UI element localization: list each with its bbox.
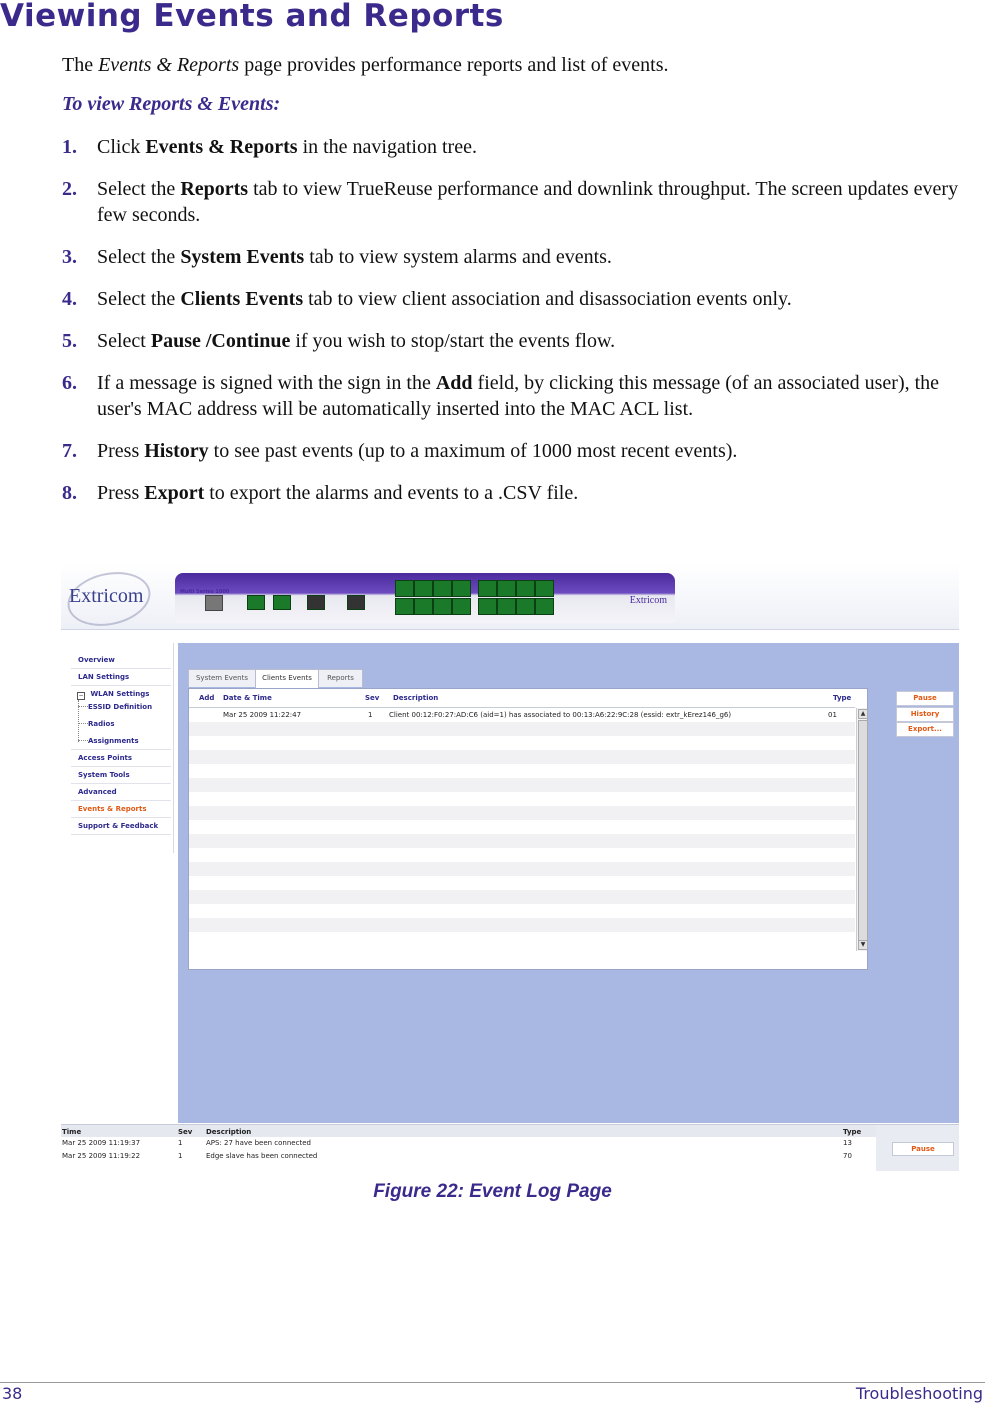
step-text-bold: History <box>144 440 209 462</box>
step-number: 8. <box>62 482 77 504</box>
col-description[interactable]: Description <box>393 694 439 702</box>
step-number: 4. <box>62 288 77 310</box>
export-button[interactable]: Export... <box>896 722 954 737</box>
step-text-bold: Pause /Continue <box>150 330 291 352</box>
step-text-post: in the navigation tree. <box>297 136 477 158</box>
step-number: 3. <box>62 246 77 268</box>
events-panel <box>178 643 959 1123</box>
switch-front-panel <box>175 573 675 623</box>
table-row <box>189 848 855 862</box>
ticker-sev: 1 <box>178 1152 183 1160</box>
step-text-bold: Export <box>144 482 205 504</box>
table-row <box>189 890 855 904</box>
ticker-type: 13 <box>843 1139 852 1147</box>
ticker-description: Edge slave has been connected <box>206 1152 318 1160</box>
events-grid <box>188 688 868 970</box>
console-port-icon <box>205 595 223 611</box>
cell-sev: 1 <box>368 711 373 719</box>
nav-support-feedback[interactable]: Support & Feedback <box>78 822 159 830</box>
ap-port-icon <box>478 580 497 597</box>
scroll-down-icon[interactable]: ▼ <box>858 940 868 950</box>
intro-paragraph <box>62 54 668 77</box>
event-log-screenshot <box>61 563 959 1170</box>
cell-date: Mar 25 2009 11:22:47 <box>223 711 302 719</box>
table-row <box>189 806 855 820</box>
step-text-bold: Events & Reports <box>145 136 298 158</box>
page-title: Viewing Events and Reports <box>0 0 504 34</box>
table-row <box>189 722 855 736</box>
nav-divider <box>71 817 171 818</box>
step-text-pre: Select <box>97 330 151 352</box>
table-row <box>189 792 855 806</box>
nav-wlan-settings[interactable] <box>80 690 149 699</box>
ap-port-icon <box>433 580 452 597</box>
nav-divider <box>71 749 171 750</box>
step-text-post: field, by clicking this message (of an associated user), the user's MAC address will be automatically inserted into the MAC ACL list. <box>97 372 940 420</box>
table-row <box>189 904 855 918</box>
ticker-time: Mar 25 2009 11:19:37 <box>62 1139 141 1147</box>
device-model-label: Multi Series 1000 <box>180 589 230 595</box>
step-item <box>62 328 977 354</box>
cell-type: 01 <box>828 711 837 719</box>
nav-wlan-label: WLAN Settings <box>90 690 150 698</box>
cell-description: Client 00:12:F0:27:AD:C6 (aid=1) has associated to 00:13:A6:22:9C:28 (essid: extr_kErez146_g6) <box>389 711 732 719</box>
nav-advanced[interactable]: Advanced <box>78 788 117 796</box>
ap-port-icon <box>433 598 452 615</box>
step-number: 1. <box>62 136 77 158</box>
table-row <box>189 750 855 764</box>
intro-emphasis: Events & Reports <box>98 54 240 76</box>
step-text-post: if you wish to stop/start the events flow. <box>290 330 616 352</box>
ticker-col-type: Type <box>843 1128 862 1136</box>
step-number: 6. <box>62 372 77 394</box>
ap-port-icon <box>478 598 497 615</box>
ap-port-icon <box>535 598 554 615</box>
ap-port-icon <box>516 580 535 597</box>
ap-port-icon <box>452 598 471 615</box>
nav-radios[interactable]: Radios <box>88 720 115 728</box>
step-number: 2. <box>62 178 77 200</box>
table-row <box>189 736 855 750</box>
step-text-post: to see past events (up to a maximum of 1000 most recent events). <box>208 440 738 462</box>
section-name: Troubleshooting <box>855 1384 983 1403</box>
ticker-header <box>61 1125 876 1137</box>
table-row <box>189 834 855 848</box>
sfp-port-icon <box>347 595 365 610</box>
step-item <box>62 370 977 422</box>
step-text-pre: Select the <box>97 246 181 268</box>
table-row[interactable] <box>189 708 855 722</box>
ap-port-icon <box>516 598 535 615</box>
table-row <box>189 764 855 778</box>
nav-assignments[interactable]: Assignments <box>88 737 139 745</box>
step-text-pre: If a message is signed with the sign in the <box>97 372 436 394</box>
scroll-thumb[interactable] <box>858 720 868 947</box>
table-row <box>189 862 855 876</box>
col-date-time[interactable]: Date & Time <box>223 694 272 702</box>
ap-port-icon <box>497 580 516 597</box>
tab-clients-events[interactable]: Clients Events <box>255 669 319 688</box>
lan-port-icon <box>273 595 291 610</box>
sfp-port-icon <box>307 595 325 610</box>
ticker-col-time: Time <box>62 1128 82 1136</box>
scroll-up-icon[interactable]: ▲ <box>858 709 868 719</box>
nav-lan-settings[interactable]: LAN Settings <box>78 673 130 681</box>
step-text-pre: Select the <box>97 178 181 200</box>
collapse-icon[interactable]: − <box>78 692 84 699</box>
ap-port-icon <box>497 598 516 615</box>
vertical-scrollbar[interactable] <box>856 708 867 951</box>
steps-list <box>62 134 977 522</box>
ticker-col-description: Description <box>206 1128 252 1136</box>
history-button[interactable]: History <box>896 707 954 722</box>
ticker-description: APS: 27 have been connected <box>206 1139 311 1147</box>
step-text-bold: Add <box>435 372 473 394</box>
step-text-bold: Clients Events <box>180 288 304 310</box>
step-text-post: tab to view system alarms and events. <box>304 246 612 268</box>
table-row <box>189 778 855 792</box>
step-number: 7. <box>62 440 77 462</box>
step-text-bold: System Events <box>180 246 305 268</box>
pause-button[interactable]: Pause <box>896 691 954 706</box>
step-text-pre: Press <box>97 440 145 462</box>
lan-port-icon <box>247 595 265 610</box>
ap-port-icon <box>414 598 433 615</box>
nav-access-points[interactable]: Access Points <box>78 754 133 762</box>
ticker-pause-button[interactable]: Pause <box>892 1142 954 1156</box>
step-text-pre: Select the <box>97 288 181 310</box>
table-row <box>189 820 855 834</box>
ticker-sev: 1 <box>178 1139 183 1147</box>
nav-divider <box>71 766 171 767</box>
ap-port-icon <box>395 598 414 615</box>
col-sev[interactable]: Sev <box>365 694 380 702</box>
extricom-logo: Extricom <box>69 585 144 607</box>
step-item <box>62 244 977 270</box>
step-item <box>62 438 977 464</box>
ap-port-icon <box>535 580 554 597</box>
col-add[interactable]: Add <box>199 694 215 702</box>
ap-port-icon <box>452 580 471 597</box>
grid-header <box>189 689 855 708</box>
navigation-tree <box>66 643 174 853</box>
ticker-col-sev: Sev <box>178 1128 193 1136</box>
nav-essid-definition[interactable]: ESSID Definition <box>88 703 153 711</box>
step-item <box>62 480 977 506</box>
device-logo: Extricom <box>629 595 667 606</box>
nav-events-reports[interactable]: Events & Reports <box>78 805 147 813</box>
step-text-post: tab to view client association and disassociation events only. <box>303 288 792 310</box>
step-text-post: tab to view TrueReuse performance and downlink throughput. The screen updates every few seconds. <box>97 178 959 226</box>
table-row <box>189 932 855 946</box>
step-item <box>62 134 977 160</box>
table-row <box>189 918 855 932</box>
page-number: 38 <box>2 1384 23 1403</box>
table-row <box>189 876 855 890</box>
tab-system-events[interactable]: System Events <box>188 669 256 687</box>
step-item <box>62 176 977 228</box>
ticker-type: 70 <box>843 1152 852 1160</box>
footer-divider <box>0 1382 985 1383</box>
ap-port-icon <box>395 580 414 597</box>
step-text-post: to export the alarms and events to a .CSV file. <box>204 482 579 504</box>
ap-port-icon <box>414 580 433 597</box>
figure-caption: Figure 22: Event Log Page <box>373 1181 612 1202</box>
nav-divider <box>71 783 171 784</box>
nav-divider <box>71 834 171 835</box>
ticker-time: Mar 25 2009 11:19:22 <box>62 1152 141 1160</box>
intro-pre: The <box>62 54 99 76</box>
nav-divider <box>71 685 171 686</box>
step-text-pre: Press <box>97 482 145 504</box>
intro-post: page provides performance reports and list of events. <box>239 54 669 76</box>
tab-reports[interactable]: Reports <box>318 669 363 687</box>
nav-system-tools[interactable]: System Tools <box>78 771 130 779</box>
procedure-heading: To view Reports & Events: <box>62 93 281 115</box>
step-text-bold: Reports <box>180 178 249 200</box>
step-number: 5. <box>62 330 77 352</box>
nav-divider <box>71 800 171 801</box>
nav-overview[interactable]: Overview <box>78 656 115 664</box>
system-events-ticker <box>61 1124 959 1171</box>
step-item <box>62 286 977 312</box>
ticker-controls <box>876 1125 959 1171</box>
step-text-pre: Click <box>97 136 146 158</box>
app-header <box>61 563 959 630</box>
nav-divider <box>71 668 171 669</box>
col-type[interactable]: Type <box>833 694 852 702</box>
